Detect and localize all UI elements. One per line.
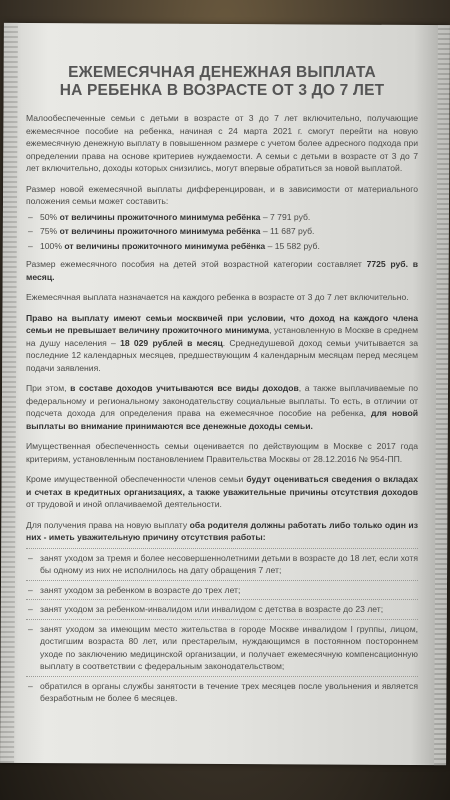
payment-option: – 50% от величины прожиточного минимума ребёнка – 7 791 руб. bbox=[26, 211, 418, 224]
reason-item: – занят уходом за имеющим место жительства в городе Москве инвалидом I группы, лицом, достигшим возраста 80 лет, или престарелым, нуждающимся в постоянном постороннем уходе по заключению медицинской организации, и получает ежемесячную компенсационную выплату в соответствии с федеральным законодательством; bbox=[26, 619, 418, 673]
reason-item: – обратился в органы службы занятости в течение трех месяцев после увольнения и является безработным не более 6 месяцев. bbox=[26, 676, 418, 705]
document-body bbox=[26, 64, 418, 711]
size-intro-paragraph: Размер новой ежемесячной выплаты дифференцирован, и в зависимости от материального положения семьи может составить: bbox=[26, 183, 418, 206]
title-line-1: ЕЖЕМЕСЯЧНАЯ ДЕНЕЖНАЯ ВЫПЛАТА bbox=[68, 64, 376, 81]
reason-item: – занят уходом за ребенком в возрасте до трех лет; bbox=[26, 580, 418, 597]
intro-paragraph: Малообеспеченные семьи с детьми в возрасте от 3 до 7 лет включительно, получающие ежемесячное пособие на ребенка, начиная с 24 марта 2021 г. смогут перейти на новую ежемесячную денежную выплату в повышенном размере с учетом более адресного подхода при определении права на основе критериев нуждаемости. А семьи с детьми в возрасте от 3 до 7 лет включительно, доходы которых снизились, могут впервые обратиться за новой выплатой. bbox=[26, 113, 418, 173]
title-line-2: НА РЕБЕНКА В ВОЗРАСТЕ ОТ 3 ДО 7 ЛЕТ bbox=[59, 82, 385, 99]
reason-item: – занят уходом за тремя и более несовершеннолетними детьми в возрасте до 18 лет, если хотя бы одному из них не исполнилось на дату обращения 7 лет; bbox=[26, 548, 418, 577]
payment-option: – 100% от величины прожиточного минимума ребёнка – 15 582 руб. bbox=[26, 240, 418, 253]
work-paragraph: Для получения права на новую выплату оба родителя должны работать либо только один из них - иметь уважительную причину отсутствия работы: bbox=[26, 519, 418, 542]
valid-reasons-list bbox=[26, 548, 418, 705]
eligibility-paragraph: Право на выплату имеют семьи москвичей при условии, что доход на каждого члена семьи не превышает величину прожиточного минимума, установленную в Москве в среднем на душу населения – 18 029 рублей в месяц. Среднедушевой доход семьи учитывается за последние 12 календарных месяцев, предшествующим 4 календарным месяцам перед месяцем подачи заявления. bbox=[26, 312, 419, 373]
property-paragraph: Имущественная обеспеченность семьи оценивается по действующим в Москве с 2017 года критериям, установленным постановлением Правительства Москвы от 28.12.2016 № 954-ПП. bbox=[26, 441, 418, 464]
payment-option: – 75% от величины прожиточного минимума ребёнка – 11 687 руб. bbox=[26, 225, 418, 238]
scan-stripes-left bbox=[0, 23, 18, 763]
document-title bbox=[26, 64, 418, 100]
reason-item: – занят уходом за ребенком-инвалидом или инвалидом с детства в возрасте до 23 лет; bbox=[26, 599, 418, 616]
payment-options-list bbox=[26, 211, 418, 253]
assigned-paragraph: Ежемесячная выплата назначается на каждого ребенка в возрасте от 3 до 7 лет включительно. bbox=[26, 292, 409, 302]
income-paragraph: При этом, в составе доходов учитываются все виды доходов, а также выплачиваемые по федеральному и региональному законодательству социальные выплаты. То есть, в отличии от подсчета дохода для определения права на ежемесячное пособие на ребенка, для новой выплаты во внимание принимаются все денежные доходы семьи. bbox=[26, 383, 419, 431]
assessment-paragraph: Кроме имущественной обеспеченности членов семьи будут оцениваться сведения о вкладах и счетах в кредитных организациях, а также уважительные причины отсутствия доходов от трудовой и иной оплачиваемой деятельности. bbox=[26, 474, 418, 509]
benefit-paragraph: Размер ежемесячного пособия на детей этой возрастной категории составляет 7725 руб. в месяц. bbox=[26, 259, 418, 282]
